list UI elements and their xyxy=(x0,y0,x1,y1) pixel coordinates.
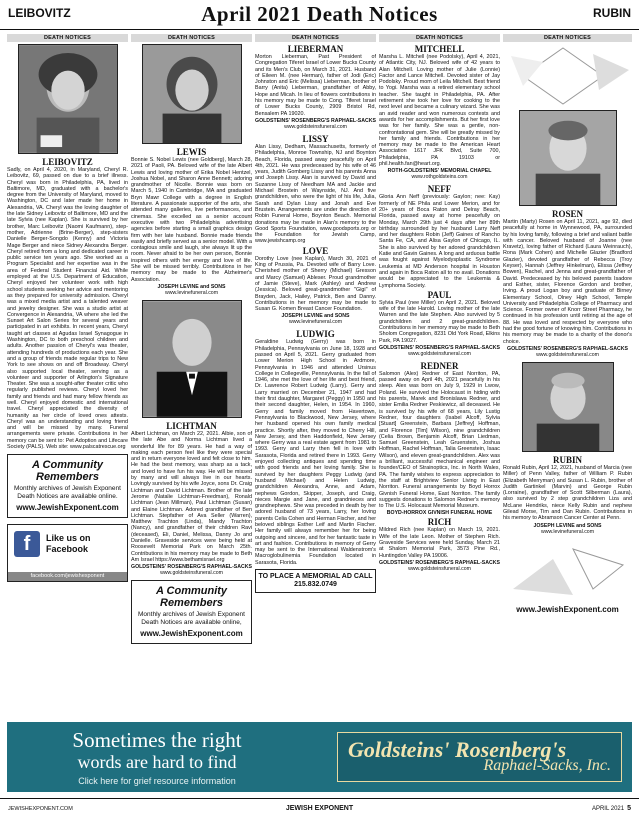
community-remembers-promo[interactable] xyxy=(7,454,128,518)
notice-body: Dorothy Love (nee Kaplan), March 30, 2021 of King of Prussia, Pa. Devoted wife of Barry Love. Cherished mother of Sherry (Michael) Gresson and Marcy (Samuel) Ableser. Proud grandmother of Jamie (Steve), Mark (Ashley) and Andrew (Jessica). Beloved great-grandmother "Gigi" of Brayden, Jack, Hailey, Patrick, Ben and Danny. Contributions in her memory may be made to Susan G. Komen Breast Cancer Foundation. xyxy=(255,255,376,313)
masthead xyxy=(0,0,639,30)
notice-name: LOVE xyxy=(302,245,329,256)
photo-rosen xyxy=(519,110,617,206)
notice-lieberman xyxy=(255,44,376,130)
notice-paul xyxy=(379,290,500,357)
logo-line-1: Goldsteins' Rosenberg's xyxy=(348,737,567,762)
notice-name: LIEBERMAN xyxy=(287,44,344,54)
funeral-home-url[interactable]: www.levinefuneral.com xyxy=(540,528,595,535)
notice-body: Martin (Marty) Rosen on April 11, 2021, age 92, died peacefully at home in Wynnewood, PA, surrounded by his loving family, following a brief and valiant battle with cancer. Beloved husband of Joanne (nee Kravetz), loving father of Richard (Laura Weinrauch), Rona (Mark Cohen) and Michelle Glazier (Bradford Glazier), devoted grandfather of Rebecca (Troy Keyser), Hannah (Jeffrey Hinkelman), Elissa (Jeffrey Bowen), Rachel, and Jenna and great-grandfather of David. Predeceased by his beloved parents Isadore and Esther, sister, Florence Gordon and brother, Irving. A proud Logan boy and graduate of Birney Elementary School, Olney High School, Temple University and Philadelphia College of Pharmacy and Science. Former owner of Knorr Street Pharmacy, he continued in his profession until retiring at the age of 88. He was loved and respected by everyone who had the good fortune of knowing him. Contributions in his memory may be made to a charity of the donor's choice. xyxy=(503,219,632,345)
column-heading: DEATH NOTICES xyxy=(379,34,500,42)
funeral-home: GOLDSTEINS' ROSENBERG'S RAPHAEL-SACKS xyxy=(507,345,628,352)
column-heading: DEATH NOTICES xyxy=(7,34,128,42)
decorative-art-top xyxy=(503,46,632,106)
promo-link[interactable]: www.JewishExponent.com xyxy=(16,503,119,513)
decorative-art-bottom xyxy=(503,539,632,599)
notice-name: LEIBOVITZ xyxy=(42,157,93,167)
notice-rosen xyxy=(503,209,632,358)
funeral-home-url[interactable]: www.goldsteinsfuneral.com xyxy=(160,570,223,577)
footer-date: APRIL 2021 xyxy=(591,806,625,812)
funeral-home-url[interactable]: www.levinefuneral.com xyxy=(288,319,343,326)
notice-body: Sadly, on April 4, 2020, in Maryland, Cheryl R. Leibovitz, 69, passed on due to a brief illness. Cheryl was born in Philadelphia, PA, lived in Baltimore, MD, graduated with a bachelor's degree from the University of Maryland, moved to Washington, DC and later made her home in Alexandria, VA. Cheryl was the loving daughter of the late Sidney Leibovitz of Baltimore, MD and the late Sylvia (nee Kaplan). She is survived by her brother, Marc Leibovitz (Naomi Kaufmann), step-mother, Adrienne (Brine-Berger), step-sisters Danielle Berger-Songdo (Kenny) and Victoria Mage Berger and niece Sidney Alexandra Berger. Cheryl retired from a long and dedicated career in public service ten years ago. She worked as a Program Specialist and her expertise was in the area of Federal Student Financial Aid. While employed at the U.S. Department of Education, Cheryl enjoyed her volunteer work with high school students seeking her advice and mentoring as they prepared for university admission. Cheryl was a mixed media artist and a talented weaver and jewelry designer. She was a studio artist at Convergence in Alexandria, VA where she led the Sunset Art Salon Series for several years and participated in art exhibits. In recent years, Cheryl taught art classes at Agudas Israel Synagogue in Washington, DC to both preschool children and adults. Another passion of Cheryl's was theater, attending hundreds of productions each year. She and a group of friends made regular trips to New York to see shows on and off Broadway. Cheryl also supported local theater, serving as a volunteer and supporter of Arlington's Signature Theater. She was a sought-after theater critic who regularly published reviews. Cheryl loved her family and friends and had many fellow friends as well. Cheryl enjoyed domestic and international travel. Cheryl appreciated the diversity of humanity as her circle of loved ones attests. Cheryl was an understanding and loving friend and will be missed by many. Funeral arrangements were private. Contributions in her memory can be sent to: Pet Adoption and Lifecare Society (PALS). Web site: www.palscatrescue.org xyxy=(7,167,128,451)
notice-love xyxy=(255,246,376,326)
notice-body: Ronald Rubin, April 12, 2021, husband of Marcia (nee Miller) of Penn Valley, father of William P. Rubin (Elizabeth Merryman) and Susan L. Rubin, brother of Judith Gartinkel (Marvin) and George Rubin (Lorraine), grandfather of Scott Silberman (Laura), also survived by 2 step grandchildren Liza and McLane Hendriks, niece Kelly Rubin and nephew Gilead Morse, Tim and Dan Rubin. Contributions in his memory to Abramson Cancer Center at Penn. xyxy=(503,464,632,522)
promo-link[interactable]: www.JewishExponent.com xyxy=(140,629,243,639)
notice-body: Bonnie S. Nobel Lewis (nee Goldberg), March 28, 2021 of Paoli, PA. Beloved wife of the late Albert Lewis and loving mother of Erika Nobel Hentzel, Joshua Nobel, and Sharon Anne Bennett; adoring grandmother of Nicolle. Bonnie was born on March 5, 1940 in Cambridge, MA and graduated Bryn Mawr College with a degree in English literature. A passionate supporter of the arts, she attended many galleries, live performances, and cinemas. She excelled as a senior account executive with two Philadelphia advertising agencies before starting a small graphics design firm with her late husband. Bonnie made friends easily and briefly served as a senior model. With a contagious smile and laugh, she always lit up the room. Never afraid to be her own person, Bonnie inspired others with her energy and love of life. She will be missed terribly. Contributions in her memory may be made to the Alzheimer's Association. xyxy=(131,157,252,283)
funeral-home: GOLDSTEINS' ROSENBERG'S RAPHAEL-SACKS xyxy=(379,559,500,566)
photo-rubin xyxy=(522,362,614,452)
page-number: 5 xyxy=(627,805,631,812)
community-remembers-promo[interactable] xyxy=(131,580,252,644)
banner-line-1: Sometimes the right xyxy=(72,728,242,752)
column-4 xyxy=(379,34,500,716)
notice-name: ROSEN xyxy=(551,209,583,219)
page-title: April 2021 Death Notices xyxy=(201,2,438,26)
column-2 xyxy=(131,34,252,716)
column-heading: DEATH NOTICES xyxy=(503,34,632,42)
funeral-home-url[interactable]: www.rothgoldsteins.com xyxy=(411,174,468,181)
notice-body: Salomon (Alex) Redner of East Norriton, PA, passed away on April 4th, 2021 peacefully in his sleep. Alex was born on July 9, 1929 in Lwow, Poland. He survived the Holocaust in hiding with his parents, Marek and Bronislawa Redner, and sister Emilia Redner Peskiewicz, all deceased. He is survived by his wife of 68 years, Lily Lustig Redner, four daughters (Isabel Alcoff, Sylvia [Stuart] Greenstein, Barbara [Jeffrey] Hoffman, and Florence [Tim] Wilson), nine grandchildren (Celia Brown, Benjamin Alcoff, Brian Liedman, Samuel Greenstein, Leah Gruenstein, Joshua Hoffman, Rachel Hoffman, Talia Greenstein, Isaac Wilson), and eleven great-grandchildren. Alex was a brilliant, successful mechanical engineer and founder/CEO of Strainoptics, Inc. in North Wales, PA. The family wishes to express appreciation to the staff at Brightview Senior Living in East Norriton. Funeral arrangements by Boyd Horrox Givnish Funeral Home, East Norriton. The family suggests donations to Salomon Redner's memory to The U.S. Holocaust Memorial Museum. xyxy=(379,370,500,510)
notice-leibovitz xyxy=(7,157,128,450)
funeral-home: JOSEPH LEVINE and SONS xyxy=(533,522,602,529)
facebook-url[interactable]: facebook.com/jewishexponent xyxy=(8,572,127,581)
header-right-name: RUBIN xyxy=(593,6,631,20)
facebook-like-text: Like us on Facebook xyxy=(46,533,91,555)
memorial-ad-box[interactable]: TO PLACE A MEMORIAL AD CALL 215.832.0749 xyxy=(255,569,376,593)
funeral-home-url[interactable]: www.goldsteinsfuneral.com xyxy=(284,123,347,130)
logo-line-2: Raphael-Sacks, Inc. xyxy=(483,757,611,774)
funeral-home-url[interactable]: www.goldsteinsfuneral.com xyxy=(408,350,471,357)
column-1 xyxy=(7,34,128,716)
notice-name: RICH xyxy=(427,517,452,528)
notice-body: Marsha L. Mitchell (nee Podolsky), April 4, 2021, of Atlantic City, NJ. Beloved wife of 42 years to Alan Mitchell. Loving mother of Julie (Lonnie) Factor and Lance Mitchell. Devoted sister of Jay Podolsky. Proud mom of Leila Mitchell. Best friend to Yogi. Marsha was a retired elementary school teacher. She taught in Philadelphia, PA. After retirement she took her love for cooking to the next level and became a culinary wizard. She was an avid reader and won numerous contests and awards for her accomplishments. But her first love was for her family. She was a gentle, non-confrontational gem. She will be greatly missed by her family and friends. Contributions in her memory may be made to the American Heart Association 1617 JFK Blvd, Suite 700, Philadelphia, PA 19103 or phil.health.fan@heart.org. xyxy=(379,54,500,168)
notice-name: LICHTMAN xyxy=(166,420,217,431)
notice-body: Alan Lissy, Dedham, Massachusetts, formerly of Philadelphia, Monroe Township, NJ and Boynton Beach, Florida, passed away peacefully on April 4th, 2021. He was predeceased by his wife of 46 years, Judith Gomberg Lissy and his parents Anna and Joseph Lissy. Alan is survived by David and Suzanne Lissy of Needham MA and Jackie and Michael Brostein of Waynside, NJ. And five grandchildren, who were the light of his life, Julia, Sarah and Dylan Lissy and Jonah and Eve Brustein. Arrangements are under the direction of Robin Funeral Home, Boynton Beach. Memorial donations may be made in Alan's memory to the Good Sports Foundation, www.goodsports.org or the Foundation for Jewish Camp, www.jewishcamp.org xyxy=(255,143,376,245)
notice-mitchell xyxy=(379,44,500,180)
promo-heading: A Community Remembers xyxy=(31,459,104,484)
footer-site: JEWISHEXPONENT.COM xyxy=(8,806,73,812)
notice-rich xyxy=(379,517,500,571)
banner-link[interactable]: Click here for grief resource information xyxy=(78,776,236,786)
facebook-icon: f xyxy=(14,531,40,557)
notice-name: LUDWIG xyxy=(296,329,335,340)
notice-lewis xyxy=(131,147,252,296)
notice-lichtman xyxy=(131,421,252,576)
notice-redner xyxy=(379,361,500,517)
column-5 xyxy=(503,34,632,716)
footer-publication: JEWISH EXPONENT xyxy=(285,805,354,812)
notice-name: LISSY xyxy=(302,133,329,144)
notice-body: Albert Lichtman, on March 22, 2021. Albie, son of the late Abe and Norma Lichtman lived a wonderful life for 89 years. He had a way of making each person feel like they were special and in return everyone loved and felt close to him. He had the best memory, was sharp as a tack, and loved to have fun his way. He will be missed by many and will always live in our hearts. Lovingly survived by his wife Joyce, sons Dr. Craig Lichtman and David Lichtman. Brother of the late Jerome (Natalie Lichtman-Freedman), Ronald Lichtman (Jean Millman), Paul Lichtman (Susan) and Elaine Lichtman. Adored grandfather of Ben Lichtman. Stepfather of Ava Seller (Warren), Matthew Trachton (Linda), Mandy Trachton (Nancy), and grandfather of their children Ravi (deceased), Eli, Daniel, Melissa, Danny Jo and Danielle. Graveside services were being held at Roosevelt Memorial Park on March 25th. Contributions in his memory may be made to Beth Am Israel https://www.bethamisrael.org xyxy=(131,430,252,563)
column-heading: DEATH NOTICES xyxy=(131,34,252,42)
funeral-home-url[interactable]: www.goldsteinsfuneral.com xyxy=(408,565,471,572)
notice-rubin xyxy=(503,455,632,535)
funeral-home: GOLDSTEINS' ROSENBERG'S RAPHAEL-SACKS xyxy=(379,344,500,351)
notice-body: Mildred Rich (nee Kaplan) on March 19, 2021. Wife of the late Leon. Mother of Stephen Rich. Graveside Services were held Sunday, March 21 at Shalom Memorial Park, 3573 Pine Rd., Huntingdon Valley PA 19006. xyxy=(379,527,500,559)
promo-heading: A Community Remembers xyxy=(155,585,228,610)
page-footer xyxy=(0,798,639,822)
notice-body: Sylvia Paul (nee Miller) on April 2, 2021. Beloved wife of the late Harold. Loving mother of the late Warren and the late Stephen. Also survived by 5 grandchildren and 2 great-grandchildren. Contributions in her memory may be made to Beth Sholom Congregation, 8231 Old York Road, Elkins Park, PA 19027. xyxy=(379,299,500,344)
footer-date-page xyxy=(592,805,631,812)
notice-name: REDNER xyxy=(420,360,459,371)
photo-lichtman xyxy=(142,300,242,418)
banner-line-2: words are hard to find xyxy=(77,752,237,772)
funeral-home: BOYD-HORROX GIVNISH FUNERAL HOME xyxy=(386,510,493,517)
funeral-home: JOSEPH LEVINE and SONS xyxy=(281,313,350,320)
website-link[interactable]: www.JewishExponent.com xyxy=(516,604,619,614)
goldsteins-logo xyxy=(337,732,622,782)
notice-name: RUBIN xyxy=(552,454,582,465)
promo-body: Monthly archives of Jewish Exponent Death Notices are available online. xyxy=(14,485,121,501)
header-left-name: LEIBOVITZ xyxy=(8,6,71,20)
facebook-promo[interactable] xyxy=(7,524,128,582)
photo-lewis xyxy=(142,44,242,144)
funeral-home: GOLDSTEINS' ROSENBERG'S RAPHAEL-SACKS xyxy=(131,564,252,571)
column-3 xyxy=(255,34,376,716)
notice-body: Gloria Ann Neff (previously: Gaylon; nee: Kay) formerly of NE Phila and Lower Merion, and for 20+ years of Boca Raton and Delray Beach, Florida, passed away at home peacefully on Monday, March 29th just 4 days after her 89th birthday surrounded by her husband Larry Neff and her daughters Robin (Jeff) Gaines of Rancho Santa Fe, CA, and Alisa Gaylon of Chicago, IL. She is also survived by her adored grandchildren Katie and Gavin Gaines. A long and arduous battle was fought against Myelodysplastic Syndrome Leukemia at MD Anderson hospital in Houston and again in Boca Raton all to no avail. Donations would be appreciated to the Leukemia & Lymphoma Society. xyxy=(379,194,500,289)
notice-body: Geraldine Ludwig (Gerry) was born in Philadelphia, Pennsylvania on June 18, 1928 and passed on April 5, 2021. Gerry graduated from Lower Merion High School in Ardmore, Pennsylvania in 1946 and attended Ursinus College in Collegeville, Pennsylvania. In the fall of 1946, she met the love of her life and best friend, Dr. Lawrence Robert Ludwig (Larry). Gerry and Larry married on December 21, 1947 and had their first daughter, Margaret (Peggy) in 1950 and their second daughter, Helen, in 1954. In 1960, Gerry and family moved from Havertown, Pennsylvania to Blackwood, New Jersey, where her husband opened his own family medical practice. Shortly after, they moved to Cherry Hill, New Jersey, and then Haddonfield, New Jersey where Gerry was a real estate agent from 1981 to 1993. Gerry and Larry then fell in love with Sarasota, Florida and retired there in 1993. Gerry enjoyed collecting antiques and spending time with good friends and her loving family. She is survived by her daughters Peggy Ludwig (and husband Michael) and Helen Ludwig, grandchildren Alexandra, Anne, and Adam, nephews Gordon, Skipper, Joseph, and Craig, nieces Margie and Jane, and grandnieces and grandnephews. She was preceded in death by her adored husband of 73 years, Larry, her loving parents Celia Cohen and Herman Fischer, and her beloved siblings Esther Leif and Martin Fischer. Her family will always remember her for being outgoing and sincere, and for her fantastic taste in art and fashion. Contributions in memory of Gerry may be sent to the International Waldenstrom's Macroglobulinemia Foundation located in Sarasota, Florida. xyxy=(255,339,376,566)
notice-body: Morton Lieberman, Past President of Congregation Tiferet Israel of Lower Bucks County and its Men's Club, on March 31, 2021. Husband of Eileen M. (nee Herman), father of Jodi (Eric) Johnston and Eric (Melissa) Lieberman, brother of Barry (Anita) Lieberman, grandfather of Abby, Hope and Micah. In lieu of flowers contributions in his memory may be made to Cong. Tiferet Israel of Lower Bucks County, 2909 Bristol Rd, Bensalem PA 19020. xyxy=(255,54,376,117)
promo-body: Monthly archives of Jewish Exponent Death Notices are available online, xyxy=(138,611,245,627)
notice-name: LEWIS xyxy=(176,147,207,157)
grief-resource-banner[interactable] xyxy=(7,722,632,792)
notice-name: PAUL xyxy=(427,289,452,300)
notice-name: NEFF xyxy=(427,184,452,195)
notice-ludwig xyxy=(255,329,376,566)
funeral-home: GOLDSTEINS' ROSENBERG'S RAPHAEL-SACKS xyxy=(255,117,376,124)
column-heading: DEATH NOTICES xyxy=(255,34,376,42)
funeral-home-url[interactable]: www.levinefuneral.com xyxy=(164,289,219,296)
funeral-home-url[interactable]: www.goldsteinsfuneral.com xyxy=(536,351,599,358)
funeral-home: JOSEPH LEVINE and SONS xyxy=(157,283,226,290)
notice-lissy xyxy=(255,134,376,245)
funeral-home: ROTH-GOLDSTEINS' MEMORIAL CHAPEL xyxy=(387,168,492,175)
photo-leibovitz xyxy=(18,44,118,154)
notice-neff xyxy=(379,184,500,288)
notice-name: MITCHELL xyxy=(414,44,465,54)
